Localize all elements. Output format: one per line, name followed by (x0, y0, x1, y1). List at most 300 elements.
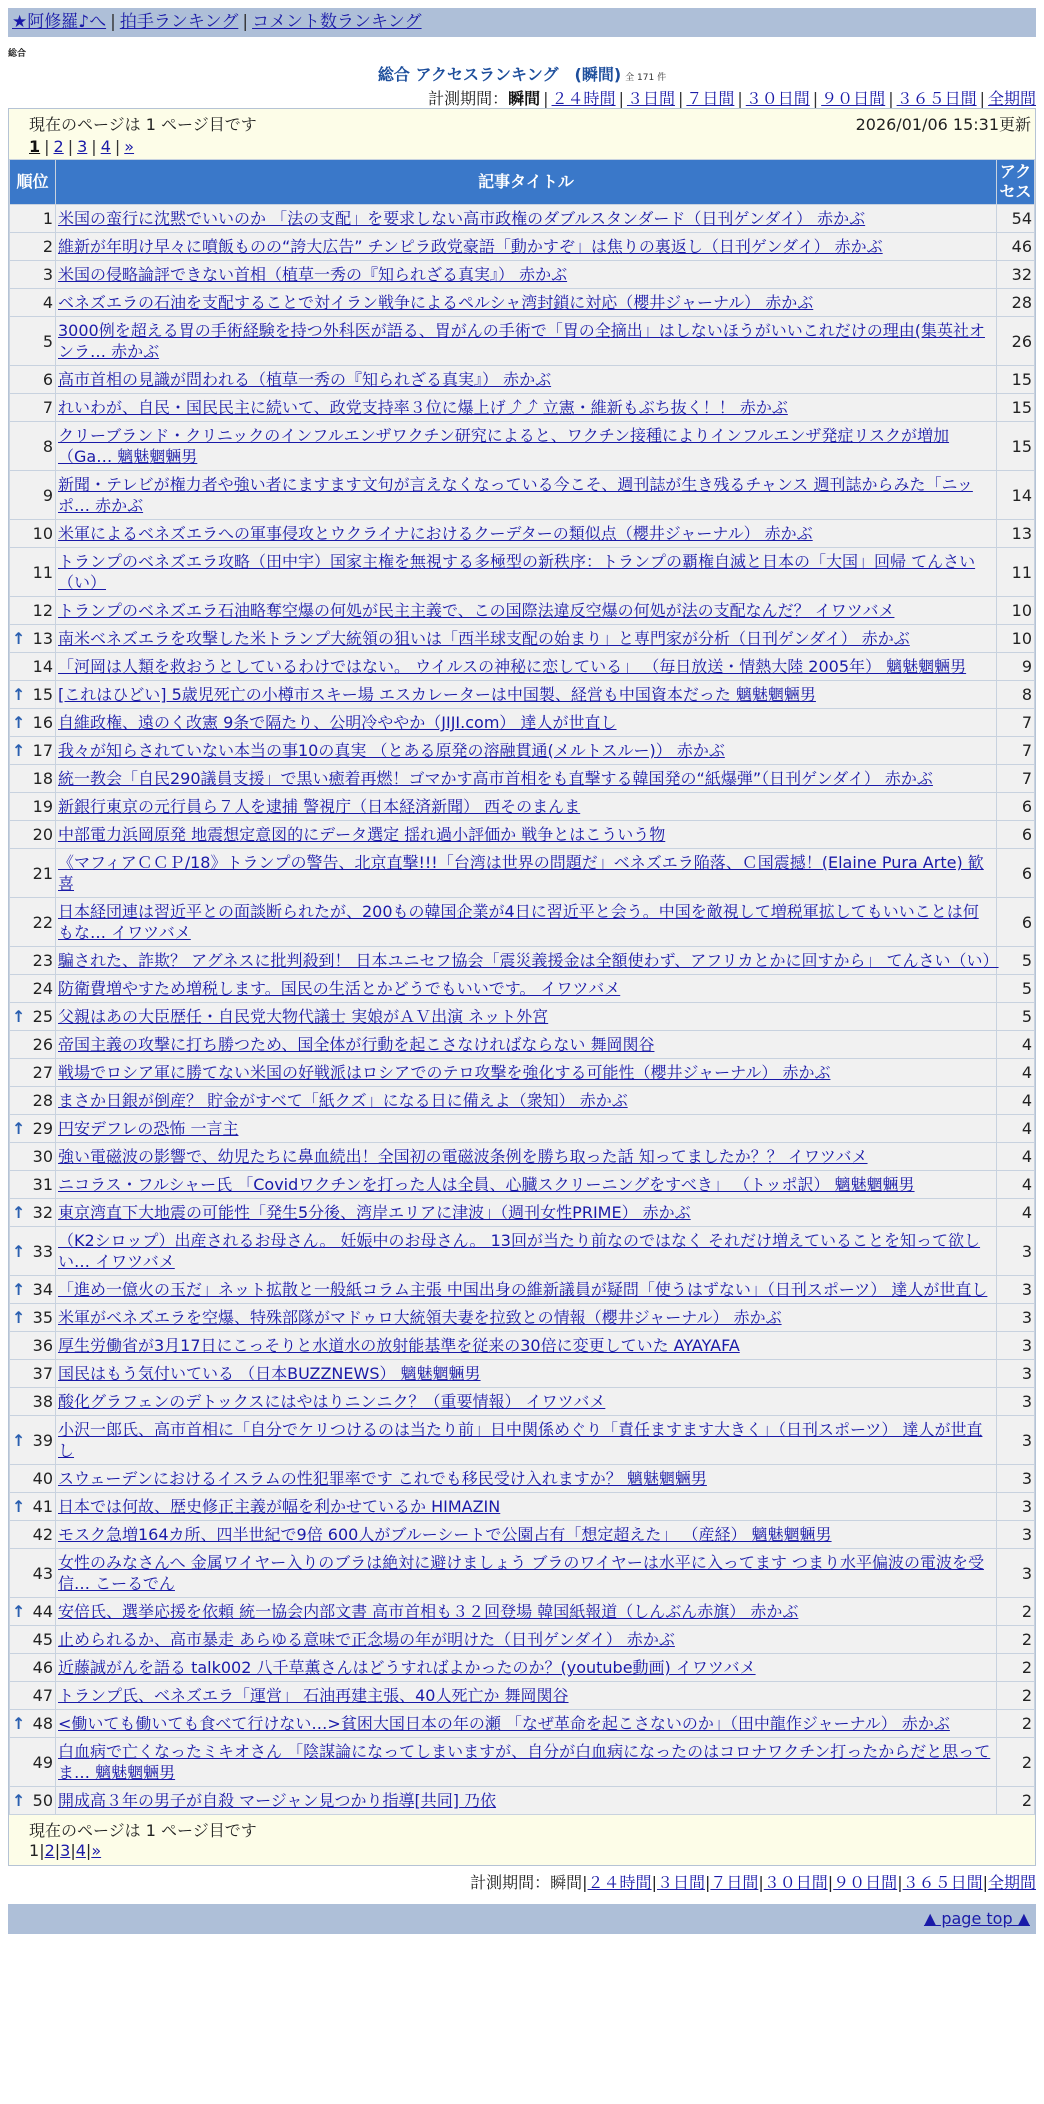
article-link[interactable]: 小沢一郎氏、高市首相に「自分でケリつけるのは当たり前」日中関係めぐり「責任ますます大きく」（日刊スポーツ） 達人が世直し (58, 1420, 983, 1460)
access-count: 10 (997, 597, 1035, 625)
page-link[interactable]: 2 (53, 137, 64, 156)
table-row (10, 1787, 1035, 1815)
access-count: 3 (997, 1304, 1035, 1332)
page-separator: | (85, 1841, 92, 1860)
article-link[interactable]: スウェーデンにおけるイスラムの性犯罪率です これでも移民受け入れますか？ 魑魅魍魎男 (58, 1469, 707, 1488)
rank-cell (10, 1143, 56, 1171)
article-link[interactable]: 近藤誠がんを語る talk002 八千草薫さんはどうすればよかったのか？(youtube動画) イワツバメ (58, 1658, 756, 1677)
ashura-home-link[interactable]: ★阿修羅♪へ (12, 12, 107, 32)
access-count: 26 (997, 317, 1035, 366)
table-row (10, 1416, 1035, 1465)
article-link[interactable]: 開成高３年の男子が自殺 マージャン見つかり指導[共同] 乃依 (58, 1791, 497, 1810)
title-cell (56, 681, 997, 709)
rank-cell (10, 1654, 56, 1682)
access-count: 6 (997, 793, 1035, 821)
period-separator: | (677, 89, 684, 108)
table-row (10, 709, 1035, 737)
rank-cell (10, 1388, 56, 1416)
article-link[interactable]: 「河岡は人類を救おうとしているわけではない。 ウイルスの神秘に恋している」 （毎日放送・情熱大陸 2005年） 魑魅魍魎男 (58, 657, 967, 676)
article-link[interactable]: 南米ベネズエラを攻撃した米トランプ大統領の狙いは「西半球支配の始まり」と専門家が分析（日刊ゲンダイ） 赤かぶ (58, 629, 910, 648)
rank-number: 4 (42, 293, 53, 312)
access-count: 8 (997, 681, 1035, 709)
article-link[interactable]: 米国の蛮行に沈黙でいいのか 「法の支配」を要求しない高市政権のダブルスタンダード（日刊ゲンダイ） 赤かぶ (58, 209, 866, 228)
rank-number: 43 (32, 1563, 53, 1583)
title-cell (56, 394, 997, 422)
table-row (10, 1332, 1035, 1360)
access-count: 28 (997, 289, 1035, 317)
article-link[interactable]: 戦場でロシア軍に勝てない米国の好戦派はロシアでのテロ攻撃を強化する可能性（櫻井ジャーナル） 赤かぶ (58, 1063, 831, 1082)
table-row (10, 317, 1035, 366)
rank-up-arrow-icon: ↑ (12, 1497, 26, 1516)
rank-cell (10, 1171, 56, 1199)
table-row (10, 975, 1035, 1003)
title-cell (56, 520, 997, 548)
rank-number: 5 (42, 331, 53, 351)
rank-number: 7 (42, 398, 53, 417)
rank-cell (10, 975, 56, 1003)
article-link[interactable]: 強い電磁波の影響で、幼児たちに鼻血続出！全国初の電磁波条例を勝ち取った話 知ってましたか？？ イワツバメ (58, 1147, 868, 1166)
rank-cell (10, 548, 56, 597)
article-link[interactable]: 維新が年明け早々に噴飯ものの“誇大広告” チンピラ政党豪語「動かすぞ」は焦りの裏返し（日刊ゲンダイ） 赤かぶ (58, 237, 883, 256)
table-row (10, 1199, 1035, 1227)
period-link[interactable]: ３日間 (626, 89, 675, 108)
period-separator: | (704, 1873, 711, 1892)
period-link[interactable]: ３日間 (656, 1873, 705, 1892)
rank-number: 23 (32, 951, 53, 970)
title-cell (56, 1626, 997, 1654)
table-row (10, 1171, 1035, 1199)
table-row (10, 1276, 1035, 1304)
rank-cell (10, 289, 56, 317)
article-link[interactable]: 安倍氏、選挙応援を依頼 統一協会内部文書 高市首相も３２回登場 韓国紙報道（しんぶん赤旗） 赤かぶ (58, 1602, 799, 1621)
rank-cell (10, 471, 56, 520)
rank-cell (10, 1416, 56, 1465)
access-count: 4 (997, 1171, 1035, 1199)
rank-cell (10, 1598, 56, 1626)
article-link[interactable]: まさか日銀が倒産？ 貯金がすべて「紙クズ」になる日に備えよ（衆知） 赤かぶ (58, 1091, 628, 1110)
rank-number: 49 (32, 1752, 53, 1772)
title-cell (56, 653, 997, 681)
section-label: 総合 (8, 49, 27, 59)
article-link[interactable]: [これはひどい] 5歳児死亡の小樽市スキー場 エスカレーターは中国製、経営も中国資本だった 魑魅魍魎男 (58, 685, 816, 704)
rank-number: 44 (32, 1602, 53, 1621)
page-title (0, 62, 1044, 85)
article-link[interactable]: れいわが、自民・国民民主に続いて、政党支持率３位に爆上げ⤴⤴ 立憲・維新もぶち抜く！！ 赤かぶ (58, 398, 788, 417)
article-link[interactable]: トランプのベネズエラ攻略（田中宇）国家主権を無視する多極型の新秩序：トランプの覇権自滅と日本の「大国」回帰 てんさい（い） (58, 552, 976, 592)
period-link[interactable]: ３０日間 (763, 1873, 828, 1892)
table-row (10, 765, 1035, 793)
rank-cell (10, 261, 56, 289)
pager-bottom (9, 1815, 1035, 1865)
period-link[interactable]: ９０日間 (821, 89, 886, 108)
rank-number: 13 (32, 629, 53, 648)
rank-cell (10, 653, 56, 681)
access-count: 4 (997, 1199, 1035, 1227)
title-cell (56, 597, 997, 625)
period-link[interactable]: ２４時間 (587, 1873, 652, 1892)
article-link[interactable]: クリーブランド・クリニックのインフルエンザワクチン研究によると、ワクチン接種によりインフルエンザ発症リスクが増加（Ga… 魑魅魍魎男 (58, 426, 950, 466)
title-cell (56, 1521, 997, 1549)
table-row (10, 394, 1035, 422)
access-count: 3 (997, 1388, 1035, 1416)
title-cell (56, 975, 997, 1003)
access-count: 5 (997, 975, 1035, 1003)
period-separator: | (543, 89, 549, 108)
rank-number: 11 (32, 562, 53, 582)
title-cell (56, 849, 997, 898)
title-cell (56, 1087, 997, 1115)
rank-number: 25 (32, 1007, 53, 1026)
access-count: 7 (997, 765, 1035, 793)
article-link[interactable]: 3000例を超える胃の手術経験を持つ外科医が語る、胃がんの手術で「胃の全摘出」はしないほうがいいこれだけの理由(集英社オンラ… 赤かぶ (58, 321, 985, 361)
top-nav-bar (8, 8, 1036, 37)
rank-cell (10, 366, 56, 394)
article-link[interactable]: 酸化グラフェンのデトックスにはやはりニンニク？（重要情報） イワツバメ (58, 1392, 606, 1411)
rank-cell (10, 821, 56, 849)
table-row (10, 261, 1035, 289)
rank-cell (10, 1360, 56, 1388)
rank-number: 17 (32, 741, 53, 760)
page-link[interactable]: 2 (44, 1841, 55, 1860)
period-separator: | (618, 89, 624, 108)
table-row (10, 737, 1035, 765)
access-header: アクセス (997, 160, 1035, 205)
access-count: 46 (997, 233, 1035, 261)
article-link[interactable]: （K2シロップ）出産されるお母さん。 妊娠中のお母さん。 13回が当たり前なのではなく それだけ増えていることを知って欲しい… イワツバメ (58, 1231, 981, 1271)
rank-cell (10, 1059, 56, 1087)
page-separator: | (39, 1841, 45, 1860)
rank-cell (10, 233, 56, 261)
article-link[interactable]: トランプ氏、ベネズエラ「運営」 石油再建主張、40人死亡か 舞岡関谷 (58, 1686, 569, 1705)
article-link[interactable]: 日本経団連は習近平との面談断られたが、200もの韓国企業が4日に習近平と会う。中国を敵視して増税軍拡してもいいことは何もな… イワツバメ (58, 902, 979, 942)
access-count: 3 (997, 1549, 1035, 1598)
article-link[interactable]: 国民はもう気付いている （日本BUZZNEWS） 魑魅魍魎男 (58, 1364, 481, 1383)
table-row (10, 681, 1035, 709)
table-row (10, 366, 1035, 394)
rank-number: 16 (32, 713, 53, 732)
rank-cell (10, 205, 56, 233)
table-row (10, 1682, 1035, 1710)
article-link[interactable]: 日本では何故、歴史修正主義が幅を利かせているか HIMAZIN (58, 1497, 501, 1516)
rank-up-arrow-icon: ↑ (12, 1602, 26, 1621)
rank-cell (10, 947, 56, 975)
title-cell (56, 1199, 997, 1227)
access-count: 2 (997, 1710, 1035, 1738)
article-link[interactable]: 米軍がベネズエラを空爆、特殊部隊がマドゥロ大統領夫妻を拉致との情報（櫻井ジャーナル） 赤かぶ (58, 1308, 782, 1327)
access-count: 15 (997, 422, 1035, 471)
page-links (29, 137, 1027, 156)
rank-number: 45 (32, 1630, 53, 1649)
table-row (10, 947, 1035, 975)
table-row (10, 821, 1035, 849)
rank-up-arrow-icon: ↑ (12, 1714, 26, 1733)
table-row (10, 1227, 1035, 1276)
title-cell (56, 548, 997, 597)
page-title-text: 総合 アクセスランキング (瞬間) (377, 65, 622, 84)
access-count: 15 (997, 366, 1035, 394)
rank-cell (10, 793, 56, 821)
page-top-link[interactable]: ▲ page top ▲ (923, 1909, 1030, 1928)
page-link[interactable]: 4 (100, 137, 111, 156)
period-link[interactable]: ７日間 (686, 89, 735, 108)
applause-ranking-link[interactable]: 拍手ランキング (119, 12, 239, 32)
title-cell (56, 1654, 997, 1682)
access-count: 11 (997, 548, 1035, 597)
article-link[interactable]: 円安デフレの恐怖 一言主 (58, 1119, 239, 1138)
article-link[interactable]: ベネズエラの石油を支配することで対イラン戦争によるペルシャ湾封鎖に対応（櫻井ジャーナル） 赤かぶ (58, 293, 814, 312)
title-cell (56, 1115, 997, 1143)
rank-cell (10, 1493, 56, 1521)
rank-cell (10, 709, 56, 737)
rank-number: 8 (42, 436, 53, 456)
article-link[interactable]: 自維政権、遠のく改憲 9条で隔たり、公明冷ややか（JIJI.com） 達人が世直し (58, 713, 617, 732)
next-page-link[interactable]: » (124, 137, 135, 156)
title-cell (56, 625, 997, 653)
table-row (10, 1388, 1035, 1416)
page-separator: | (67, 137, 74, 156)
rank-number: 31 (32, 1175, 53, 1194)
period-separator: | (888, 89, 894, 108)
rank-cell (10, 765, 56, 793)
title-cell (56, 1682, 997, 1710)
rank-number: 42 (32, 1525, 53, 1544)
table-row (10, 898, 1035, 947)
rank-number: 12 (32, 601, 53, 620)
title-cell (56, 233, 997, 261)
rank-number: 14 (32, 657, 53, 676)
table-row (10, 1465, 1035, 1493)
access-count: 4 (997, 1143, 1035, 1171)
rank-up-arrow-icon: ↑ (12, 713, 26, 732)
period-link[interactable]: ７日間 (710, 1873, 759, 1892)
title-cell (56, 1465, 997, 1493)
article-link[interactable]: 止められるか、高市暴走 あらゆる意味で正念場の年が明けた（日刊ゲンダイ） 赤かぶ (58, 1630, 675, 1649)
rank-cell (10, 1465, 56, 1493)
rank-up-arrow-icon: ↑ (12, 1430, 26, 1450)
article-link[interactable]: 厚生労働省が3月17日にこっそりと水道水の放射能基準を従来の30倍に変更していた AYAYAFA (58, 1336, 740, 1355)
rank-number: 19 (32, 797, 53, 816)
period-label: 計測期間： (470, 1873, 551, 1892)
rank-number: 46 (32, 1658, 53, 1677)
table-row (10, 1087, 1035, 1115)
title-cell (56, 709, 997, 737)
title-cell (56, 1710, 997, 1738)
article-link[interactable]: 統一教会「自民290議員支援」で黒い癒着再燃！ゴマかす高市首相をも直撃する韓国発の“紙爆弾”（日刊ゲンダイ） 赤かぶ (58, 769, 933, 788)
access-count: 54 (997, 205, 1035, 233)
title-cell (56, 1059, 997, 1087)
total-count: 全 171 件 (625, 73, 667, 83)
period-separator: | (651, 1873, 657, 1892)
article-link[interactable]: 女性のみなさんへ 金属ワイヤー入りのブラは絶対に避けましょう ブラのワイヤーは水平に入ってます つまり水平偏波の電波を受信… こーるでん (58, 1553, 984, 1593)
comment-ranking-link[interactable]: コメント数ランキング (252, 12, 422, 32)
period-separator: | (979, 89, 985, 108)
period-separator: | (897, 1873, 903, 1892)
title-cell (56, 1787, 997, 1815)
period-link[interactable]: ３０日間 (745, 89, 810, 108)
period-link[interactable]: 全期間 (987, 89, 1036, 108)
access-count: 5 (997, 947, 1035, 975)
page-separator: | (114, 137, 121, 156)
article-link[interactable]: 帝国主義の攻撃に打ち勝つため、国全体が行動を起こさなければならない 舞岡関谷 (58, 1035, 655, 1054)
title-cell (56, 1031, 997, 1059)
period-link[interactable]: ３６５日間 (896, 89, 977, 108)
access-count: 2 (997, 1654, 1035, 1682)
title-cell (56, 205, 997, 233)
article-link[interactable]: 《マフィアＣＣＰ/18》トランプの警告、北京直撃!!!「台湾は世界の問題だ」ベネズエラ陥落、Ｃ国震撼！(Elaine Pura Arte) 歓喜 (58, 853, 984, 893)
rank-cell (10, 1227, 56, 1276)
period-selector-bottom (470, 1870, 1036, 1893)
rank-number: 29 (32, 1119, 53, 1138)
rank-cell (10, 394, 56, 422)
table-row (10, 1738, 1035, 1787)
table-row (10, 1654, 1035, 1682)
rank-number: 41 (32, 1497, 53, 1516)
current-page: 1 (29, 137, 41, 156)
rank-cell (10, 1549, 56, 1598)
table-row (10, 1360, 1035, 1388)
access-count: 5 (997, 1003, 1035, 1031)
rank-number: 48 (32, 1714, 53, 1733)
title-cell (56, 1171, 997, 1199)
title-cell (56, 1332, 997, 1360)
rank-number: 38 (32, 1392, 53, 1411)
access-count: 4 (997, 1087, 1035, 1115)
rank-cell (10, 520, 56, 548)
rank-number: 24 (32, 979, 53, 998)
rank-number: 26 (32, 1035, 53, 1054)
nav-separator: | (110, 12, 116, 32)
article-link[interactable]: <働いても働いても食べて行けない…>貧困大国日本の年の瀬 「なぜ革命を起こさないのか」（田中龍作ジャーナル） 赤かぶ (58, 1714, 950, 1733)
rank-number: 33 (32, 1241, 53, 1261)
rank-cell (10, 1115, 56, 1143)
rank-number: 39 (32, 1430, 53, 1450)
article-link[interactable]: ニコラス・フルシャー氏 「Covidワクチンを打った人は全員、心臓スクリーニングをすべき」 （トッポ訳） 魑魅魍魎男 (58, 1175, 915, 1194)
table-row (10, 793, 1035, 821)
page-separator: | (44, 137, 50, 156)
title-cell (56, 471, 997, 520)
table-row (10, 1304, 1035, 1332)
access-count: 3 (997, 1416, 1035, 1465)
rank-cell (10, 849, 56, 898)
page-separator: | (54, 1841, 61, 1860)
nav-separator: | (242, 12, 249, 32)
rank-cell (10, 1031, 56, 1059)
rank-number: 40 (32, 1469, 53, 1488)
next-page-link[interactable]: » (91, 1841, 102, 1860)
rank-up-arrow-icon: ↑ (12, 1203, 26, 1222)
article-link[interactable]: 新銀行東京の元行員ら７人を逮捕 警視庁（日本経済新聞） 西そのまんま (58, 797, 581, 816)
rank-number: 1 (42, 209, 53, 228)
rank-cell (10, 1199, 56, 1227)
rank-cell (10, 597, 56, 625)
title-cell (56, 1388, 997, 1416)
article-link[interactable]: 東京湾直下大地震の可能性「発生5分後、湾岸エリアに津波」（週刊女性PRIME） 赤かぶ (58, 1203, 691, 1222)
article-link[interactable]: 「進め一億火の玉だ」ネット拡散と一般紙コラム主張 中国出身の維新議員が疑問「使うはずない」（日刊スポーツ） 達人が世直し (58, 1280, 988, 1299)
title-cell (56, 793, 997, 821)
rank-number: 18 (32, 769, 53, 788)
article-link[interactable]: 米軍によるベネズエラへの軍事侵攻とウクライナにおけるクーデターの類似点（櫻井ジャーナル） 赤かぶ (58, 524, 813, 543)
period-link[interactable]: ９０日間 (833, 1873, 898, 1892)
rank-cell (10, 422, 56, 471)
rank-number: 47 (32, 1686, 53, 1705)
rank-number: 9 (42, 485, 53, 505)
access-count: 2 (997, 1598, 1035, 1626)
article-link[interactable]: トランプのベネズエラ石油略奪空爆の何処が民主主義で、この国際法違反空爆の何処が法の支配なんだ？ イワツバメ (58, 601, 895, 620)
rank-up-arrow-icon: ↑ (12, 1308, 26, 1327)
title-cell (56, 366, 997, 394)
table-row (10, 1031, 1035, 1059)
table-row (10, 1549, 1035, 1598)
table-header-row (10, 160, 1035, 205)
access-count: 6 (997, 821, 1035, 849)
article-link[interactable]: 騙された、詐欺？ アグネスに批判殺到！ 日本ユニセフ協会「震災義援金は全額使わず、アフリカとかに回すから」 てんさい（い） (58, 951, 999, 970)
table-row (10, 1626, 1035, 1654)
rank-number: 10 (32, 524, 53, 543)
title-cell (56, 1416, 997, 1465)
table-row (10, 1710, 1035, 1738)
article-link[interactable]: 我々が知らされていない本当の事10の真実 （とある原発の溶融貫通(メルトスルー)） 赤かぶ (58, 741, 725, 760)
period-separator: | (582, 1873, 588, 1892)
title-header: 記事タイトル (56, 160, 997, 205)
article-link[interactable]: モスク急増164カ所、四半世紀で9倍 600人がブルーシートで公園占有「想定超えた」 （産経） 魑魅魍魎男 (58, 1525, 832, 1544)
article-link[interactable]: 防衛費増やすため増税します。国民の生活とかどうでもいいです。 イワツバメ (58, 979, 621, 998)
rank-number: 35 (32, 1308, 53, 1327)
title-cell (56, 422, 997, 471)
period-link[interactable]: ３６５日間 (902, 1873, 983, 1892)
rank-cell (10, 1787, 56, 1815)
title-cell (56, 1003, 997, 1031)
rank-number: 21 (32, 863, 53, 883)
page-links-bottom (29, 1841, 1027, 1860)
rank-up-arrow-icon: ↑ (12, 629, 26, 648)
article-link[interactable]: 高市首相の見識が問われる（植草一秀の『知られざる真実』） 赤かぶ (58, 370, 552, 389)
rank-cell (10, 681, 56, 709)
access-count: 6 (997, 849, 1035, 898)
access-count: 2 (997, 1682, 1035, 1710)
period-separator: | (982, 1873, 988, 1892)
title-cell (56, 765, 997, 793)
table-row (10, 653, 1035, 681)
article-link[interactable]: 米国の侵略論評できない首相（植草一秀の『知られざる真実』） 赤かぶ (58, 265, 568, 284)
table-row (10, 548, 1035, 597)
access-count: 13 (997, 520, 1035, 548)
period-separator: | (827, 1873, 834, 1892)
period-label: 計測期間： (428, 89, 509, 108)
rank-up-arrow-icon: ↑ (12, 685, 26, 704)
rank-cell (10, 1710, 56, 1738)
period-link[interactable]: ２４時間 (551, 89, 616, 108)
title-cell (56, 1738, 997, 1787)
table-row (10, 520, 1035, 548)
article-link[interactable]: 中部電力浜岡原発 地震想定意図的にデータ選定 揺れ過小評価か 戦争とはこういう物 (58, 825, 666, 844)
rank-up-arrow-icon: ↑ (12, 1280, 26, 1299)
page-link[interactable]: 3 (60, 1841, 71, 1860)
period-current: 瞬間 (550, 1873, 583, 1892)
access-count: 3 (997, 1493, 1035, 1521)
period-current: 瞬間 (508, 89, 541, 108)
access-count: 3 (997, 1227, 1035, 1276)
period-link[interactable]: 全期間 (987, 1873, 1036, 1892)
article-link[interactable]: 父親はあの大臣歴任・自民党大物代議士 実娘がＡＶ出演 ネット外宮 (58, 1007, 549, 1026)
page-status: 現在のページは 1 ページ目です (29, 115, 257, 134)
rank-number: 20 (32, 825, 53, 844)
rank-number: 15 (32, 685, 53, 704)
page-link[interactable]: 4 (75, 1841, 86, 1860)
article-link[interactable]: 白血病で亡くなったミキオさん 「陰謀論になってしまいますが、自分が白血病になったのはコロナワクチン打ったからだと思ってま… 魑魅魍魎男 (58, 1742, 991, 1782)
table-row (10, 1059, 1035, 1087)
article-link[interactable]: 新聞・テレビが権力者や強い者にますます文句が言えなくなっている今こそ、週刊誌が生き残るチャンス 週刊誌からみた「ニッポ… 赤かぶ (58, 475, 973, 515)
page-link[interactable]: 3 (77, 137, 88, 156)
